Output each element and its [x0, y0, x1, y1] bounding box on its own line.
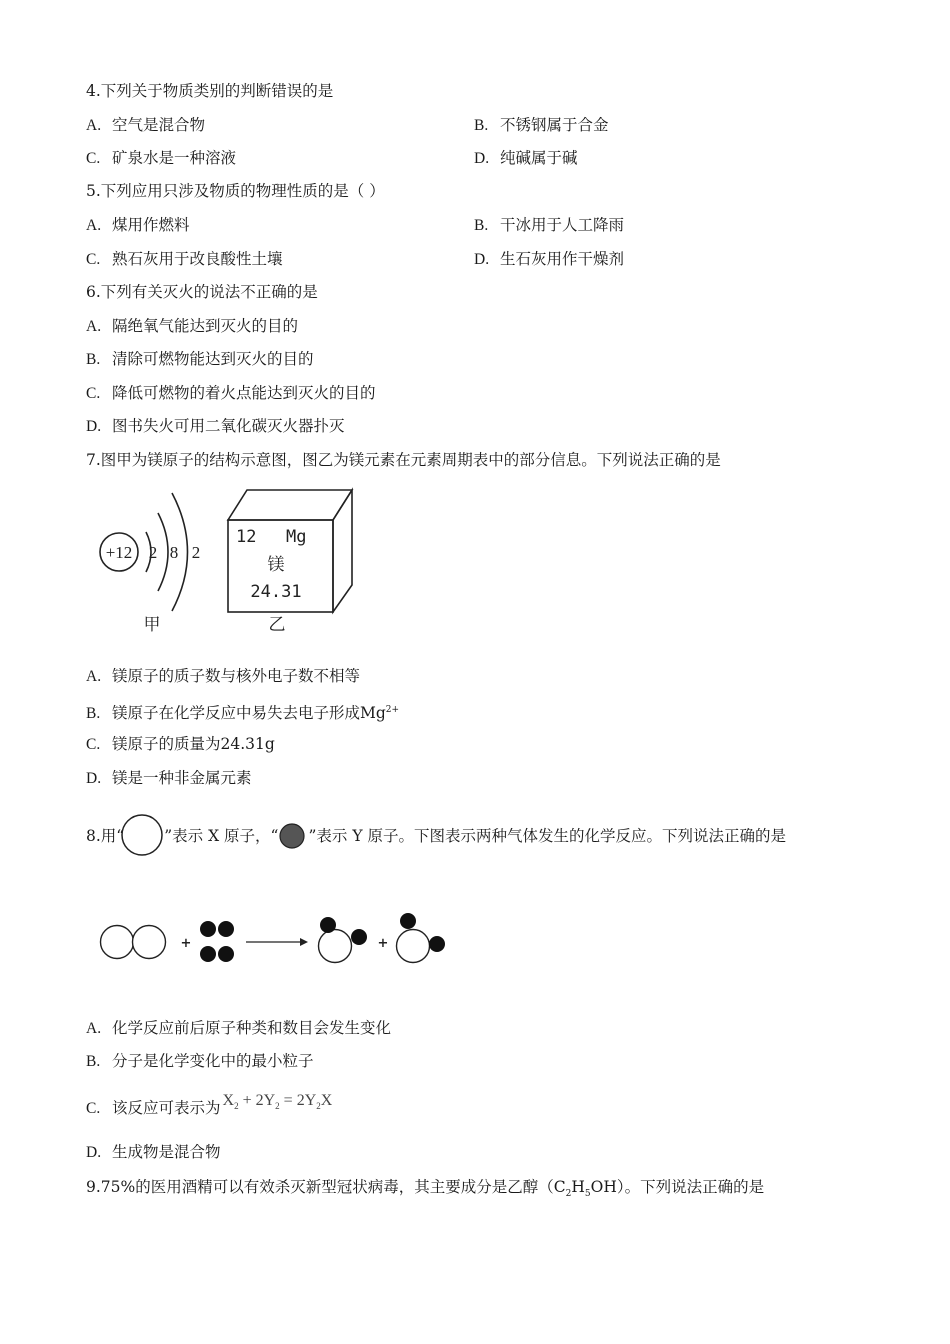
option-text: 矿泉水是一种溶液	[112, 149, 237, 167]
cube-top	[228, 490, 352, 520]
eq-equals: =	[279, 1092, 297, 1109]
q6-option-c	[86, 383, 376, 404]
shell-electrons-3: 2	[191, 543, 201, 562]
atomic-mass: 24.31	[250, 582, 302, 602]
eq-sub: 2	[234, 1101, 239, 1112]
q8-stem	[86, 826, 786, 847]
x-atom	[101, 926, 134, 959]
option-label: B.	[86, 351, 101, 368]
q7-option-b	[86, 700, 399, 724]
y-atom	[218, 946, 234, 962]
q5-stem: 5.下列应用只涉及物质的物理性质的是（ ）	[86, 182, 385, 200]
q9-sub-2: 5	[584, 1189, 591, 1200]
q9-stem	[86, 1177, 764, 1204]
option-text: 清除可燃物能达到灭火的目的	[112, 350, 314, 368]
option-text: 熟石灰用于改良酸性土壤	[112, 250, 283, 268]
q8-option-c	[86, 1092, 333, 1124]
y-atom	[320, 917, 336, 933]
q9-stem-post: OH）。下列说法正确的是	[590, 1178, 765, 1196]
q4-option-d	[474, 148, 578, 169]
q7-option-a	[86, 666, 360, 687]
q8-stem-part-3: ”表示 Y 原子。下图表示两种气体发生的化学反应。下列说法正确的是	[308, 827, 786, 845]
y-atom	[429, 936, 445, 952]
shell-arc-2	[158, 513, 168, 591]
option-text: 该反应可表示为	[112, 1099, 221, 1117]
eq-coef: 2	[255, 1092, 264, 1109]
q4-option-b	[474, 115, 609, 136]
eq-x: X	[222, 1092, 235, 1109]
option-label: C.	[86, 385, 101, 402]
q6-stem: 6.下列有关灭火的说法不正确的是	[86, 283, 318, 301]
option-text: 分子是化学变化中的最小粒子	[112, 1052, 314, 1070]
option-label: A.	[86, 668, 102, 685]
option-label: D.	[86, 1144, 102, 1161]
option-text: 镁是一种非金属元素	[112, 769, 252, 787]
q6-option-b	[86, 349, 314, 370]
eq-plus: +	[238, 1092, 256, 1109]
option-label: C.	[86, 1100, 101, 1117]
option-text: 煤用作燃料	[112, 216, 190, 234]
option-text: 生石灰用作干燥剂	[500, 250, 625, 268]
option-text: 镁原子的质子数与核外电子数不相等	[112, 667, 361, 685]
x-atom	[397, 930, 430, 963]
eq-sub: 2	[275, 1101, 280, 1112]
q7-stem: 7.图甲为镁原子的结构示意图，图乙为镁元素在元素周期表中的部分信息。下列说法正确的是	[86, 451, 721, 469]
q7-option-c	[86, 734, 275, 755]
y-atom	[351, 929, 367, 945]
shell-electrons-1: 2	[148, 543, 158, 562]
option-text: 干冰用于人工降雨	[500, 216, 625, 234]
option-label: A.	[86, 318, 102, 335]
option-text: 纯碱属于碱	[500, 149, 578, 167]
q8-option-a	[86, 1018, 391, 1039]
option-text: 镁原子在化学反应中易失去电子形成Mg	[112, 704, 386, 723]
y-atom	[200, 921, 216, 937]
q8-stem-part-2: ”表示 X 原子，“	[164, 827, 279, 845]
magnesium-figure	[90, 480, 370, 640]
q6-option-d	[86, 416, 345, 437]
x-atom-icon	[120, 813, 164, 857]
option-label: B.	[86, 705, 101, 723]
option-label: D.	[86, 418, 102, 435]
option-label: C.	[86, 736, 101, 753]
q5-option-d	[474, 249, 624, 270]
option-label: C.	[86, 251, 101, 268]
q7-option-d	[86, 768, 252, 789]
eq-y: Y	[263, 1092, 276, 1109]
nucleus-charge: +12	[105, 543, 133, 562]
ion-charge: 2+	[385, 705, 400, 715]
y-atom	[200, 946, 216, 962]
figure-label-b: 乙	[268, 615, 286, 635]
plus-sign: +	[180, 936, 192, 951]
eq-y: Y	[304, 1092, 317, 1109]
option-label: A.	[86, 1020, 102, 1037]
option-label: B.	[474, 117, 489, 134]
eq-sub: 2	[316, 1101, 321, 1112]
option-label: C.	[86, 150, 101, 167]
q8-option-d	[86, 1142, 221, 1163]
shell-electrons-2: 8	[169, 543, 179, 562]
option-text: 图书失火可用二氧化碳灭火器扑灭	[112, 417, 345, 435]
q4-stem: 4.下列关于物质类别的判断错误的是	[86, 82, 334, 100]
option-text: 隔绝氧气能达到灭火的目的	[112, 317, 299, 335]
q9-mid: H	[571, 1178, 585, 1196]
reaction-diagram	[95, 905, 455, 975]
q9-stem-pre: 9.75%的医用酒精可以有效杀灭新型冠状病毒，其主要成分是乙醇（C	[86, 1178, 566, 1196]
x-atom	[319, 930, 352, 963]
q5-option-c	[86, 249, 283, 270]
option-label: A.	[86, 117, 102, 134]
option-label: D.	[86, 770, 102, 787]
q9-sub-1: 2	[565, 1189, 572, 1200]
eq-x: X	[320, 1092, 333, 1109]
element-name: 镁	[267, 555, 285, 575]
option-text: 降低可燃物的着火点能达到灭火的目的	[112, 384, 376, 402]
arrow-head	[300, 938, 308, 946]
plus-sign: +	[377, 936, 389, 951]
q6-option-a	[86, 316, 298, 337]
option-text: 不锈钢属于合金	[500, 116, 609, 134]
option-label: D.	[474, 251, 490, 268]
q5-option-a	[86, 215, 190, 236]
q8-option-b	[86, 1051, 314, 1072]
q8-stem-part-1: 8.用“	[86, 827, 125, 845]
option-text: 镁原子的质量为24.31g	[112, 735, 275, 753]
y-atom-icon	[278, 822, 306, 850]
cube-side	[333, 490, 352, 612]
q4-option-c	[86, 148, 236, 169]
element-symbol: Mg	[286, 527, 307, 547]
option-label: B.	[474, 217, 489, 234]
option-text: 化学反应前后原子种类和数目会发生变化	[112, 1019, 392, 1037]
option-label: A.	[86, 217, 102, 234]
x-atom	[133, 926, 166, 959]
q5-option-b	[474, 215, 624, 236]
q4-option-a	[86, 115, 205, 136]
y-atom	[218, 921, 234, 937]
reaction-equation	[222, 1092, 333, 1112]
option-label: D.	[474, 150, 490, 167]
option-text: 空气是混合物	[112, 116, 206, 134]
figure-label-a: 甲	[143, 615, 161, 635]
atomic-number: 12	[236, 527, 257, 547]
eq-coef: 2	[296, 1092, 305, 1109]
y-atom	[400, 913, 416, 929]
option-text: 生成物是混合物	[112, 1143, 221, 1161]
option-label: B.	[86, 1053, 101, 1070]
